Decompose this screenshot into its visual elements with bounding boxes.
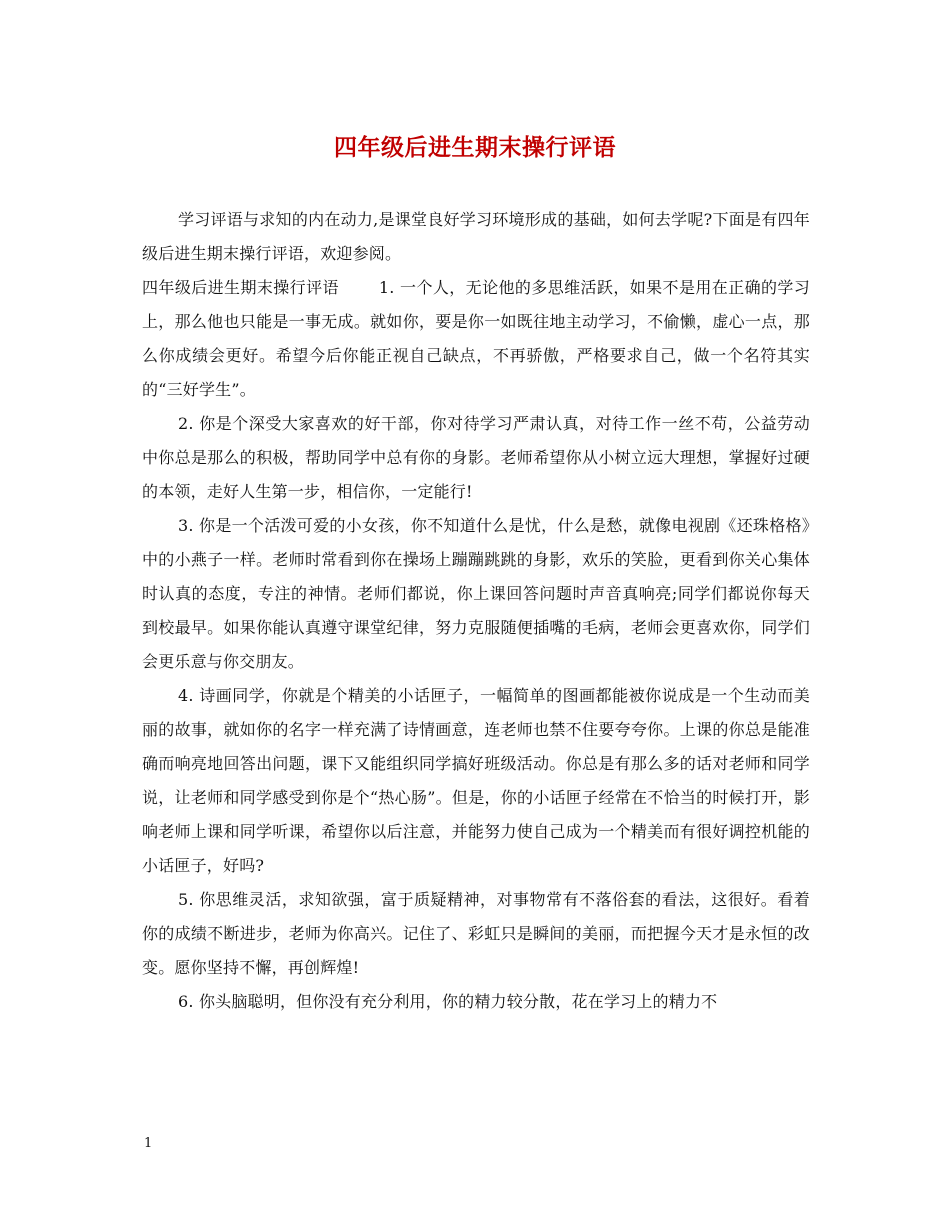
comment-1: 1. 一个人，无论他的多思维活跃，如果不是用在正确的学习上，那么他也只能是一事无成。就如你，要是你一如既往地主动学习，不偷懒，虚心一点，那么你成绩会更好。希望今后你能正视自己缺点，不再骄傲，严格要求自己，做一个名符其实的“三好学生”。: [142, 278, 811, 399]
comment-4: 4. 诗画同学，你就是个精美的小话匣子，一幅简单的图画都能被你说成是一个生动而美丽的故事，就如你的名字一样充满了诗情画意，连老师也禁不住要夸夸你。上课的你总是能准确而响亮地回答出问题，课下又能组织同学搞好班级活动。你总是有那么多的话对老师和同学说，让老师和同学感受到你是个“热心肠”。但是，你的小话匣子经常在不恰当的时候打开，影响老师上课和同学听课，希望你以后注意，并能努力使自己成为一个精美而有很好调控机能的小话匣子，好吗?: [142, 686, 810, 875]
comment-5: 5. 你思维灵活，求知欲强，富于质疑精神，对事物常有不落俗套的看法，这很好。看着你的成绩不断进步，老师为你高兴。记住了、彩虹只是瞬间的美丽，而把握今天才是永恒的改变。愿你坚持不懈，再创辉煌!: [142, 890, 810, 977]
intro-paragraph: 学习评语与求知的内在动力,是课堂良好学习环境形成的基础，如何去学呢?下面是有四年级后进生期末操行评语，欢迎参阅。: [142, 210, 810, 263]
comment-2: 2. 你是个深受大家喜欢的好干部，你对待学习严肃认真，对待工作一丝不苟，公益劳动中你总是那么的积极，帮助同学中总有你的身影。老师希望你从小树立远大理想，掌握好过硬的本领，走好人生第一步，相信你，一定能行!: [142, 414, 810, 501]
comment-3: 3. 你是一个活泼可爱的小女孩，你不知道什么是忧，什么是愁，就像电视剧《还珠格格》中的小燕子一样。老师时常看到你在操场上蹦蹦跳跳的身影，欢乐的笑脸，更看到你关心集体时认真的态度，专注的神情。老师们都说，你上课回答问题时声音真响亮;同学们都说你每天到校最早。如果你能认真遵守课堂纪律，努力克服随便插嘴的毛病，老师会更喜欢你，同学们会更乐意与你交朋友。: [142, 516, 810, 671]
page-number: 1: [144, 1136, 153, 1151]
subheading: 四年级后进生期末操行评语: [142, 278, 339, 297]
document-body: [142, 203, 810, 1019]
document-title: 四年级后进生期末操行评语: [334, 134, 616, 161]
subheading-paragraph: [142, 271, 810, 407]
comment-6: 6. 你头脑聪明，但你没有充分利用，你的精力较分散，花在学习上的精力不: [178, 992, 718, 1011]
